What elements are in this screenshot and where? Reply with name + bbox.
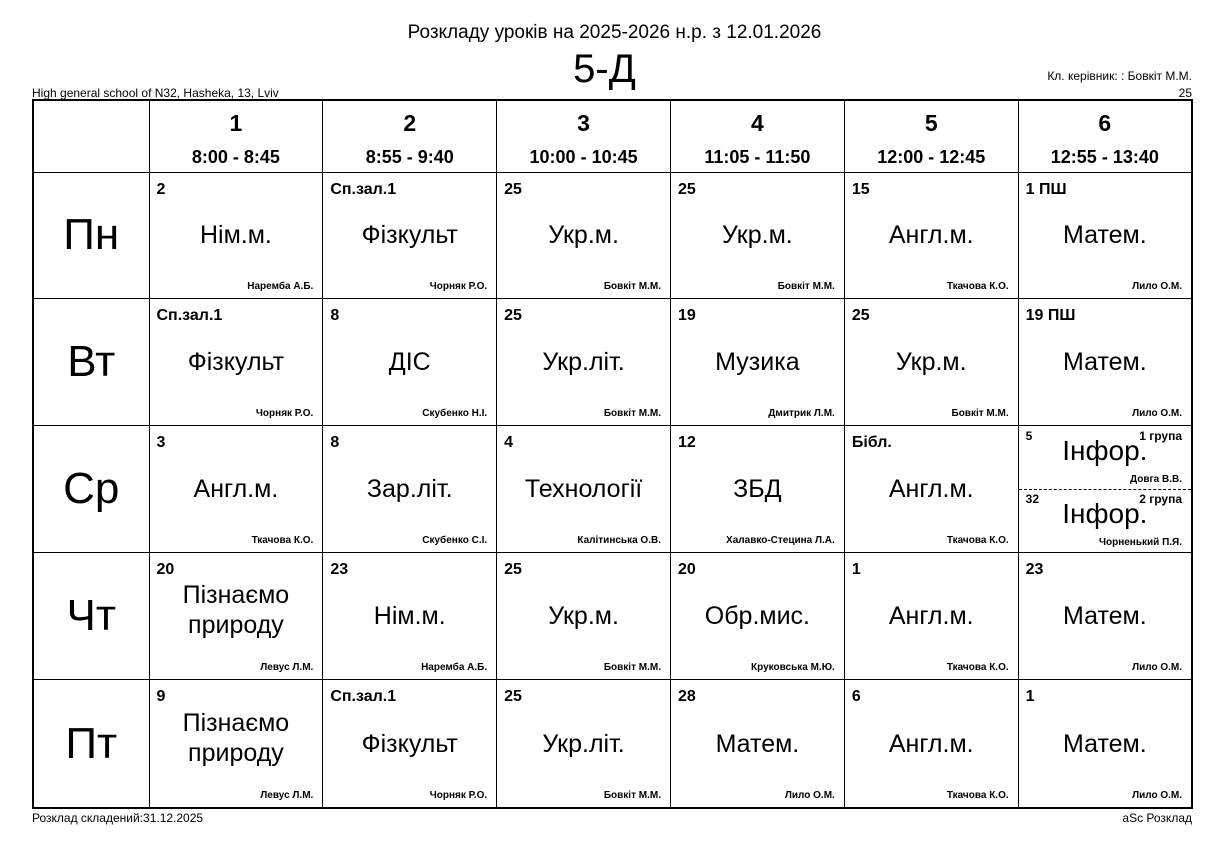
class-name: 5-Д	[573, 47, 636, 91]
lesson-cell[interactable]	[149, 680, 323, 808]
lesson-cell[interactable]	[844, 299, 1018, 426]
footer-created-date: Розклад складений:31.12.2025	[32, 811, 204, 825]
lesson-room: 23	[1025, 561, 1044, 579]
lesson-room: 1	[1025, 688, 1035, 706]
lesson-cell[interactable]	[149, 553, 323, 680]
lesson-teacher: Лило О.М.	[784, 790, 835, 801]
group-room: 5	[1025, 429, 1033, 444]
period-number: 2	[403, 110, 417, 137]
lesson-cell-split[interactable]	[1018, 426, 1192, 553]
lesson-room: 2	[156, 180, 166, 198]
lesson-subject: Англ.м.	[888, 221, 974, 250]
group-label: 1 група	[1139, 429, 1182, 444]
period-time: 8:55 - 9:40	[365, 147, 454, 168]
group-teacher: Чорненький П.Я.	[1098, 537, 1182, 549]
period-time: 12:00 - 12:45	[877, 147, 986, 168]
period-header	[844, 100, 1018, 172]
lesson-cell[interactable]	[149, 172, 323, 299]
period-time: 12:55 - 13:40	[1050, 147, 1159, 168]
lesson-cell[interactable]	[670, 426, 844, 553]
lesson-room: 9	[156, 688, 166, 706]
lesson-teacher: Ткачова К.О.	[946, 790, 1009, 801]
lesson-subject: Англ.м.	[888, 475, 974, 504]
lesson-cell[interactable]	[670, 680, 844, 808]
lesson-subject: Обр.мис.	[704, 602, 810, 631]
lesson-cell[interactable]	[323, 553, 497, 680]
lesson-room: 23	[330, 561, 349, 579]
lesson-cell[interactable]	[844, 172, 1018, 299]
day-row-mon	[33, 172, 1192, 299]
lesson-teacher: Левус Л.М.	[260, 790, 314, 801]
lesson-subject: Матем.	[1062, 348, 1147, 377]
period-time: 8:00 - 8:45	[191, 147, 280, 168]
lesson-subject: Нім.м.	[199, 221, 272, 250]
timetable-grid	[32, 99, 1193, 809]
period-number: 1	[229, 110, 243, 137]
corner-cell	[33, 100, 149, 172]
group-label: 2 група	[1139, 492, 1182, 507]
lesson-teacher: Лило О.М.	[1132, 408, 1182, 420]
lesson-teacher: Халавко-Стецина Л.А.	[726, 535, 835, 547]
lesson-teacher: Ткачова К.О.	[946, 662, 1009, 674]
lesson-subject: Матем.	[1062, 602, 1147, 631]
lesson-cell[interactable]	[1018, 299, 1192, 426]
lesson-subject: Пізнаємо природу	[182, 708, 290, 767]
day-row-thu	[33, 553, 1192, 680]
day-row-tue	[33, 299, 1192, 426]
lesson-subject: Укр.м.	[548, 602, 619, 631]
period-number: 3	[577, 110, 590, 137]
lesson-teacher: Скубенко Н.І.	[422, 408, 488, 420]
lesson-subject: Укр.м.	[548, 221, 619, 250]
lesson-subject: Укр.літ.	[542, 348, 625, 377]
lesson-subject: Фізкульт	[361, 729, 458, 758]
period-number: 4	[751, 110, 764, 137]
lesson-room: 6	[851, 688, 861, 706]
page-title: Розкладу уроків на 2025-2026 н.р. з 12.01.2026	[407, 22, 822, 43]
lesson-subject: Укр.літ.	[542, 729, 625, 758]
lesson-room: Сп.зал.1	[330, 688, 397, 706]
class-teacher-label: Кл. керівник: : Бовкіт М.М.	[1047, 69, 1192, 83]
lesson-cell[interactable]	[149, 299, 323, 426]
lesson-room: 15	[851, 180, 870, 198]
lesson-room: 8	[330, 307, 340, 325]
day-name: Вт	[33, 299, 149, 426]
lesson-teacher: Круковська М.Ю.	[751, 662, 835, 674]
lesson-teacher: Бовкіт М.М.	[603, 790, 661, 801]
lesson-room: 20	[677, 561, 696, 579]
lesson-room: 25	[504, 180, 522, 198]
lesson-room: 3	[156, 434, 166, 452]
class-room-number: 25	[1178, 86, 1192, 100]
lesson-cell[interactable]	[670, 172, 844, 299]
lesson-cell[interactable]	[323, 299, 497, 426]
lesson-teacher: Ткачова К.О.	[946, 535, 1009, 547]
lesson-subject: Укр.м.	[895, 348, 967, 377]
group-teacher: Довга В.В.	[1129, 474, 1182, 486]
lesson-room: 1 ПШ	[1025, 180, 1067, 198]
period-header	[497, 100, 671, 172]
period-header	[670, 100, 844, 172]
lesson-teacher: Чорняк Р.О.	[255, 408, 314, 420]
period-number: 6	[1098, 110, 1112, 137]
lesson-room: Сп.зал.1	[330, 180, 397, 198]
period-header	[1018, 100, 1192, 172]
period-time: 11:05 - 11:50	[704, 147, 811, 168]
lesson-room: Сп.зал.1	[156, 307, 223, 325]
lesson-cell[interactable]	[149, 426, 323, 553]
lesson-subject: Фізкульт	[361, 221, 458, 250]
lesson-teacher: Наремба А.Б.	[247, 281, 314, 293]
day-name: Чт	[33, 553, 149, 680]
lesson-cell[interactable]	[497, 426, 671, 553]
lesson-subject: Укр.м.	[722, 221, 793, 250]
lesson-subject: Англ.м.	[193, 475, 279, 504]
school-name: High general school of N32, Hasheka, 13, Lviv	[32, 86, 279, 100]
lesson-room: 12	[677, 434, 696, 452]
period-number: 5	[924, 110, 938, 137]
lesson-cell[interactable]	[1018, 553, 1192, 680]
lesson-teacher: Калітинська О.В.	[577, 535, 661, 547]
lesson-cell[interactable]	[844, 680, 1018, 808]
lesson-subject: Матем.	[1062, 221, 1147, 250]
lesson-room: 4	[504, 434, 514, 452]
lesson-subject: Музика	[715, 348, 800, 377]
lesson-subject: Пізнаємо природу	[182, 581, 290, 640]
day-name: Пн	[33, 172, 149, 299]
group-subject: Інфор.	[1062, 498, 1148, 530]
lesson-cell[interactable]	[323, 172, 497, 299]
lesson-teacher: Бовкіт М.М.	[603, 408, 661, 420]
periods-header-row	[33, 100, 1192, 172]
lesson-room: 1	[851, 561, 861, 579]
lesson-room: 25	[504, 561, 522, 579]
day-row-fri	[33, 680, 1192, 808]
period-time: 10:00 - 10:45	[529, 147, 638, 168]
lesson-cell[interactable]	[497, 553, 671, 680]
group-subject: Інфор.	[1062, 435, 1148, 467]
lesson-teacher: Бовкіт М.М.	[777, 281, 835, 293]
footer-app-name: aSc Розклад	[1122, 811, 1192, 825]
lesson-subject: Англ.м.	[888, 602, 974, 631]
lesson-subject: Зар.літ.	[366, 475, 453, 504]
lesson-teacher: Бовкіт М.М.	[603, 281, 661, 293]
lesson-subject: ЗБД	[733, 475, 782, 504]
lesson-subject: Англ.м.	[888, 729, 974, 758]
group-lesson[interactable]	[1019, 489, 1191, 552]
lesson-room: 8	[330, 434, 340, 452]
lesson-teacher: Бовкіт М.М.	[951, 408, 1009, 420]
group-lesson[interactable]	[1019, 426, 1191, 490]
lesson-room: Бібл.	[851, 434, 892, 452]
lesson-teacher: Бовкіт М.М.	[603, 662, 661, 674]
lesson-room: 20	[156, 561, 175, 579]
day-row-wed	[33, 426, 1192, 553]
lesson-cell[interactable]	[1018, 172, 1192, 299]
period-header	[149, 100, 323, 172]
lesson-cell[interactable]	[670, 553, 844, 680]
lesson-cell[interactable]	[323, 426, 497, 553]
lesson-cell[interactable]	[497, 680, 671, 808]
lesson-teacher: Ткачова К.О.	[251, 535, 314, 547]
lesson-room: 25	[851, 307, 870, 325]
lesson-cell[interactable]	[844, 553, 1018, 680]
lesson-teacher: Лило О.М.	[1132, 281, 1182, 293]
lesson-room: 25	[504, 688, 522, 706]
lesson-teacher: Скубенко С.І.	[422, 535, 488, 547]
lesson-room: 28	[677, 688, 696, 706]
lesson-subject: Матем.	[1062, 729, 1147, 758]
lesson-teacher: Наремба А.Б.	[421, 662, 488, 674]
lesson-teacher: Чорняк Р.О.	[429, 281, 488, 293]
lesson-teacher: Дмитрик Л.М.	[768, 408, 835, 420]
lesson-cell[interactable]	[670, 299, 844, 426]
period-header	[323, 100, 497, 172]
lesson-cell[interactable]	[1018, 680, 1192, 808]
lesson-subject: Технології	[524, 475, 643, 504]
day-name: Пт	[33, 680, 149, 808]
lesson-subject: Матем.	[715, 729, 800, 758]
lesson-room: 25	[677, 180, 696, 198]
lesson-subject: Нім.м.	[373, 602, 446, 631]
lesson-teacher: Лило О.М.	[1132, 662, 1182, 674]
lesson-subject: Фізкульт	[187, 348, 285, 377]
lesson-teacher: Ткачова К.О.	[946, 281, 1009, 293]
group-room: 32	[1025, 492, 1039, 507]
lesson-cell[interactable]	[497, 172, 671, 299]
lesson-room: 19	[677, 307, 696, 325]
lesson-room: 19 ПШ	[1025, 307, 1076, 325]
lesson-subject: ДІС	[388, 348, 431, 377]
lesson-teacher: Лило О.М.	[1132, 790, 1182, 801]
lesson-cell[interactable]	[497, 299, 671, 426]
lesson-room: 25	[504, 307, 522, 325]
lesson-teacher: Левус Л.М.	[260, 662, 314, 674]
lesson-teacher: Чорняк Р.О.	[429, 790, 488, 801]
lesson-cell[interactable]	[323, 680, 497, 808]
day-name: Ср	[33, 426, 149, 553]
lesson-cell[interactable]	[844, 426, 1018, 553]
